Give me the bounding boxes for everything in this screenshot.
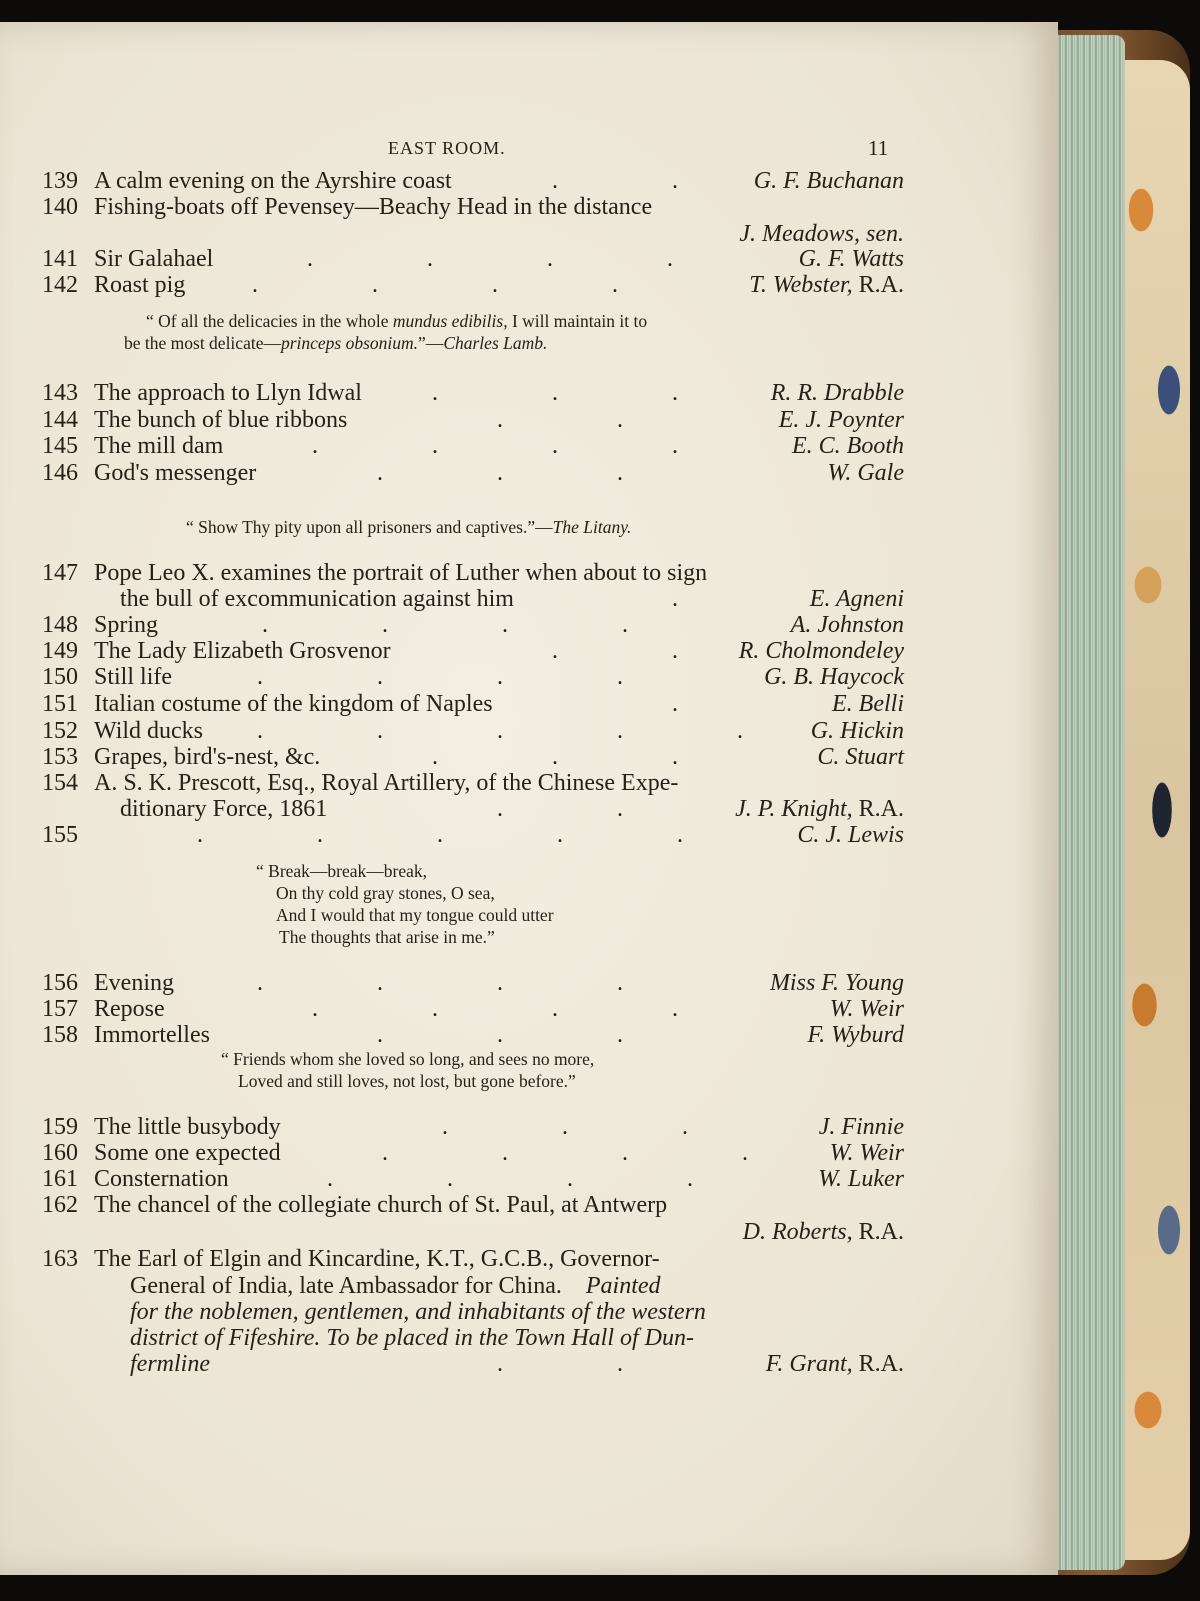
catalogue-entry: 152 Wild ducks . . . . . G. Hickin bbox=[42, 718, 904, 744]
catalogue-page bbox=[0, 22, 1058, 1575]
entry-title-continued: fermline bbox=[130, 1351, 210, 1377]
entry-number: 155 bbox=[42, 822, 78, 848]
entry-title: The bunch of blue ribbons bbox=[94, 407, 348, 433]
entry-number: 162 bbox=[42, 1192, 78, 1218]
entry-title: The Earl of Elgin and Kincardine, K.T., G.C.B., Governor- bbox=[94, 1246, 660, 1272]
entry-number: 145 bbox=[42, 433, 78, 459]
entry-quotation: “ Of all the delicacies in the whole mundus edibilis, I will maintain it to bbox=[146, 311, 648, 331]
entry-artist: A. Johnston bbox=[790, 612, 904, 638]
entry-artist: T. Webster, bbox=[749, 272, 853, 298]
entry-number: 140 bbox=[42, 194, 78, 220]
entry-title: Fishing-boats off Pevensey—Beachy Head in the distance bbox=[94, 194, 653, 220]
entry-artist: G. F. Buchanan bbox=[753, 168, 904, 194]
entry-number: 149 bbox=[42, 638, 78, 664]
entry-artist: R. R. Drabble bbox=[770, 380, 904, 406]
entry-title: Italian costume of the kingdom of Naples bbox=[94, 691, 493, 717]
entry-artist: W. Gale bbox=[827, 460, 904, 486]
catalogue-entry: 153 Grapes, bird's-nest, &c. . . . C. Stuart bbox=[42, 744, 904, 770]
catalogue-entry: 161 Consternation . . . . W. Luker bbox=[42, 1166, 904, 1192]
entry-title: The approach to Llyn Idwal bbox=[94, 380, 362, 406]
entry-title: Pope Leo X. examines the portrait of Luther when about to sign bbox=[94, 560, 708, 586]
entry-artist: Miss F. Young bbox=[769, 970, 904, 996]
catalogue-entry-continued: ditionary Force, 1861 . . J. P. Knight, R.A. bbox=[120, 796, 904, 822]
entry-number: 157 bbox=[42, 996, 78, 1022]
entry-title: Evening bbox=[94, 970, 174, 996]
entry-quotation-line: “ Friends whom she loved so long, and sees no more, bbox=[221, 1049, 595, 1069]
catalogue-entry: 150 Still life . . . . G. B. Haycock bbox=[42, 664, 904, 690]
entry-honour: R.A. bbox=[858, 1351, 904, 1377]
catalogue-entry bbox=[42, 1244, 904, 1274]
entry-title-continued: district of Fifeshire. To be placed in the Town Hall of Dun- bbox=[130, 1325, 694, 1351]
entry-title: Immortelles bbox=[94, 1022, 210, 1048]
catalogue-entry: 151 Italian costume of the kingdom of Naples . E. Belli bbox=[42, 691, 904, 717]
page-edges bbox=[1050, 35, 1125, 1570]
catalogue-entry: 142 Roast pig . . . . T. Webster, R.A. bbox=[42, 272, 904, 298]
entry-title: Sir Galahael bbox=[94, 246, 214, 272]
catalogue-entry-continued: the bull of excommunication against him . E. Agneni bbox=[120, 586, 904, 612]
entry-artist: C. J. Lewis bbox=[797, 822, 904, 848]
entry-title: The little busybody bbox=[94, 1114, 281, 1140]
entry-artist: J. Finnie bbox=[818, 1114, 904, 1140]
entry-number: 153 bbox=[42, 744, 78, 770]
entry-artist: G. F. Watts bbox=[798, 246, 904, 272]
entry-title: Spring bbox=[94, 612, 159, 638]
catalogue-entry: 139 A calm evening on the Ayrshire coast . . G. F. Buchanan bbox=[42, 168, 904, 194]
catalogue-entry: 143 The approach to Llyn Idwal . . . R. R. Drabble bbox=[42, 380, 904, 406]
entry-quotation: be the most delicate—princeps obsonium.”—Charles Lamb. bbox=[124, 333, 548, 353]
entry-number: 158 bbox=[42, 1022, 78, 1048]
entry-artist: E. Agneni bbox=[809, 586, 904, 612]
entry-quotation-line: The thoughts that arise in me.” bbox=[279, 927, 495, 947]
entry-title: Some one expected bbox=[94, 1140, 281, 1166]
entry-title: The Lady Elizabeth Grosvenor bbox=[94, 638, 391, 664]
entry-artist: F. Grant, bbox=[765, 1351, 853, 1377]
entry-artist: D. Roberts, bbox=[742, 1219, 853, 1245]
entry-artist: R. Cholmondeley bbox=[738, 638, 904, 664]
entry-artist: G. B. Haycock bbox=[764, 664, 904, 690]
catalogue-entry: 145 The mill dam . . . . E. C. Booth bbox=[42, 433, 904, 459]
entry-title-continued: General of India, late Ambassador for China. bbox=[130, 1273, 562, 1299]
entry-number: 146 bbox=[42, 460, 78, 486]
entry-artist: W. Weir bbox=[829, 1140, 904, 1166]
entry-artist: E. C. Booth bbox=[792, 433, 904, 459]
entry-number: 141 bbox=[42, 246, 78, 272]
entry-artist: C. Stuart bbox=[817, 744, 904, 770]
catalogue-entry: 158 Immortelles . . . F. Wyburd bbox=[42, 1022, 904, 1048]
entry-title: A. S. K. Prescott, Esq., Royal Artillery, of the Chinese Expe- bbox=[94, 770, 679, 796]
entry-title: Consternation bbox=[94, 1166, 229, 1192]
entry-number: 148 bbox=[42, 612, 78, 638]
entry-artist: G. Hickin bbox=[810, 718, 904, 744]
entry-honour: R.A. bbox=[858, 272, 904, 298]
entry-title: Roast pig bbox=[94, 272, 186, 298]
entry-number: 163 bbox=[42, 1246, 78, 1272]
entry-artist: J. P. Knight, bbox=[735, 796, 853, 822]
entry-title-continued: Painted bbox=[585, 1273, 661, 1299]
catalogue-entry-continued bbox=[42, 1217, 904, 1247]
entry-number: 159 bbox=[42, 1114, 78, 1140]
entry-number: 147 bbox=[42, 560, 78, 586]
entry-artist: E. J. Poynter bbox=[778, 407, 904, 433]
entry-artist: F. Wyburd bbox=[807, 1022, 904, 1048]
entry-artist: W. Luker bbox=[818, 1166, 904, 1192]
entry-quotation-line: “ Break—break—break, bbox=[256, 861, 428, 881]
entry-quotation-line: On thy cold gray stones, O sea, bbox=[276, 883, 495, 903]
entry-number: 142 bbox=[42, 272, 78, 298]
catalogue-entry: 146 God's messenger . . . W. Gale bbox=[42, 460, 904, 486]
entry-artist: W. Weir bbox=[829, 996, 904, 1022]
entry-number: 154 bbox=[42, 770, 78, 796]
catalogue-entry: 141 Sir Galahael . . . . G. F. Watts bbox=[42, 246, 904, 272]
page-number: 11 bbox=[868, 136, 889, 160]
entry-title: The mill dam bbox=[94, 433, 224, 459]
catalogue-entry-continued: fermline . . F. Grant, R.A. bbox=[130, 1351, 904, 1377]
catalogue-entry: 160 Some one expected . . . . W. Weir bbox=[42, 1140, 904, 1166]
catalogue-entry bbox=[42, 192, 904, 222]
entry-title: God's messenger bbox=[94, 460, 257, 486]
entry-honour: R.A. bbox=[858, 1219, 904, 1245]
entry-number: 160 bbox=[42, 1140, 78, 1166]
entry-number: 152 bbox=[42, 718, 78, 744]
entry-number: 151 bbox=[42, 691, 78, 717]
catalogue-entry: 157 Repose . . . . W. Weir bbox=[42, 996, 904, 1022]
entry-quotation: “ Show Thy pity upon all prisoners and captives.”—The Litany. bbox=[186, 517, 632, 537]
entry-quotation-line: And I would that my tongue could utter bbox=[276, 905, 554, 925]
entry-title: Grapes, bird's-nest, &c. bbox=[94, 744, 321, 770]
entry-title: A calm evening on the Ayrshire coast bbox=[94, 168, 452, 194]
entry-number: 161 bbox=[42, 1166, 78, 1192]
entry-quotation-line: Loved and still loves, not lost, but gone before.” bbox=[238, 1071, 576, 1091]
entry-number: 143 bbox=[42, 380, 78, 406]
entry-title: Repose bbox=[94, 996, 165, 1022]
entry-title: Still life bbox=[94, 664, 172, 690]
entry-title: The chancel of the collegiate church of St. Paul, at Antwerp bbox=[94, 1192, 668, 1218]
entry-number: 139 bbox=[42, 168, 78, 194]
catalogue-entry: 156 Evening . . . . Miss F. Young bbox=[42, 970, 904, 996]
marbled-endpaper bbox=[1120, 60, 1190, 1560]
entry-title-continued: for the noblemen, gentlemen, and inhabitants of the western bbox=[130, 1299, 706, 1325]
entry-artist: E. Belli bbox=[832, 691, 904, 717]
catalogue-entry: 148 Spring . . . . A. Johnston bbox=[42, 612, 904, 638]
entry-number: 144 bbox=[42, 407, 78, 433]
entry-title: Wild ducks bbox=[94, 718, 204, 744]
entry-number: 150 bbox=[42, 664, 78, 690]
page-header: EAST ROOM. bbox=[388, 138, 506, 158]
entry-honour: R.A. bbox=[858, 796, 904, 822]
catalogue-entry: 159 The little busybody . . . J. Finnie bbox=[42, 1114, 904, 1140]
catalogue-entry: 149 The Lady Elizabeth Grosvenor . . R. Cholmondeley bbox=[42, 638, 904, 664]
entry-artist: J. Meadows, sen. bbox=[739, 221, 904, 247]
catalogue-entry: 155 . . . . . C. J. Lewis bbox=[42, 822, 904, 848]
entry-number: 156 bbox=[42, 970, 78, 996]
catalogue-entry bbox=[42, 1190, 904, 1220]
catalogue-entry: 144 The bunch of blue ribbons . . E. J. Poynter bbox=[42, 407, 904, 433]
entry-title-continued: ditionary Force, 1861 bbox=[120, 796, 328, 822]
entry-title-continued: the bull of excommunication against him bbox=[120, 586, 514, 612]
